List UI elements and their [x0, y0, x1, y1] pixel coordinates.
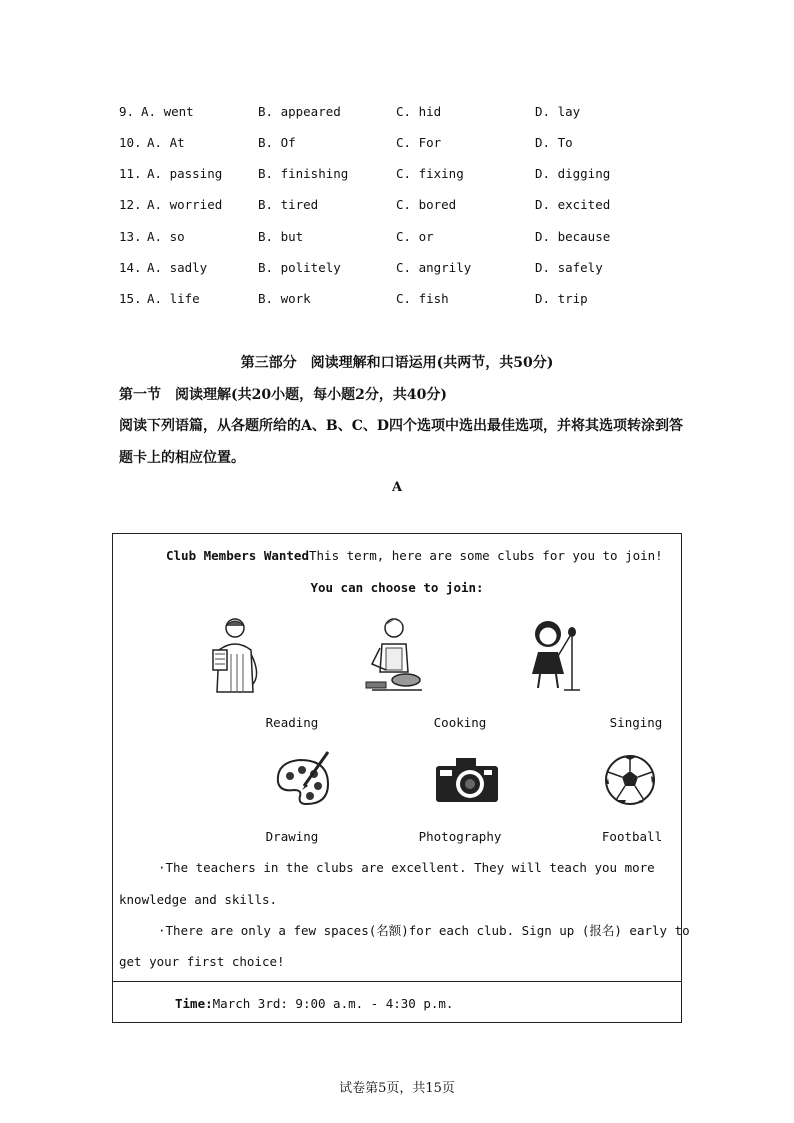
- option-b: B. but: [258, 229, 304, 244]
- notice-header-line: [166, 548, 663, 563]
- option-a: A. worried: [147, 197, 223, 212]
- notice-intro: This term, here are some clubs for you to join!: [309, 548, 663, 563]
- bullet-1-line-2: knowledge and skills.: [119, 892, 278, 907]
- question-number: 11.: [119, 166, 142, 181]
- option-d: D. trip: [535, 291, 588, 306]
- question-number: 9.: [119, 104, 135, 119]
- option-row: [0, 104, 794, 124]
- option-row: [0, 197, 794, 217]
- bullet-1-line-1: ·The teachers in the clubs are excellent. They will teach you more: [158, 860, 655, 875]
- reading-person-icon: [205, 614, 265, 694]
- club-label-singing: Singing: [609, 715, 663, 730]
- option-row: [0, 229, 794, 249]
- option-b: B. work: [258, 291, 311, 306]
- option-row: [0, 135, 794, 155]
- notice-divider: [112, 981, 682, 982]
- time-value: March 3rd: 9:00 a.m. - 4:30 p.m.: [212, 996, 454, 1011]
- club-label-cooking: Cooking: [433, 715, 487, 730]
- bullet-2-line-2: get your first choice!: [119, 954, 285, 969]
- club-label-reading: Reading: [265, 715, 319, 730]
- option-d: D. excited: [535, 197, 611, 212]
- instruction-line-1: 阅读下列语篇，从各题所给的A、B、C、D四个选项中选出最佳选项，并将其选项转涂到答: [119, 418, 683, 434]
- option-d: D. safely: [535, 260, 603, 275]
- paint-palette-icon: [270, 748, 334, 810]
- choose-heading: You can choose to join:: [310, 580, 484, 595]
- question-number: 12.: [119, 197, 142, 212]
- question-number: 13.: [119, 229, 142, 244]
- option-c: C. hid: [396, 104, 442, 119]
- option-c: C. bored: [396, 197, 457, 212]
- time-line: [175, 996, 453, 1011]
- club-notice-box: [112, 533, 682, 1023]
- option-b: B. tired: [258, 197, 319, 212]
- passage-letter: A: [391, 480, 403, 495]
- singing-girl-icon: [528, 616, 586, 694]
- option-c: C. fish: [396, 291, 449, 306]
- option-a: A. went: [141, 104, 194, 119]
- soccer-ball-icon: [604, 754, 656, 806]
- question-number: 14.: [119, 260, 142, 275]
- option-c: C. angrily: [396, 260, 472, 275]
- option-row: [0, 166, 794, 186]
- option-b: B. Of: [258, 135, 296, 150]
- question-number: 10.: [119, 135, 142, 150]
- option-a: A. so: [147, 229, 185, 244]
- option-a: A. passing: [147, 166, 223, 181]
- cooking-person-icon: [362, 614, 428, 696]
- option-a: A. sadly: [147, 260, 208, 275]
- option-b: B. finishing: [258, 166, 349, 181]
- club-label-football: Football: [601, 829, 663, 844]
- club-label-photography: Photography: [418, 829, 502, 844]
- option-a: A. life: [147, 291, 200, 306]
- instruction-line-2: 题卡上的相应位置。: [119, 450, 245, 466]
- option-row: [0, 260, 794, 280]
- option-d: D. digging: [535, 166, 611, 181]
- bullet-2-line-1: ·There are only a few spaces(名额)for each club. Sign up (报名) early to: [158, 923, 690, 938]
- option-d: D. To: [535, 135, 573, 150]
- option-row: [0, 291, 794, 311]
- option-c: C. or: [396, 229, 434, 244]
- notice-headline: Club Members Wanted: [166, 548, 309, 563]
- option-c: C. fixing: [396, 166, 464, 181]
- option-d: D. because: [535, 229, 611, 244]
- option-b: B. politely: [258, 260, 341, 275]
- option-d: D. lay: [535, 104, 581, 119]
- subsection-title: 第一节 阅读理解(共20小题，每小题2分，共40分): [119, 387, 447, 403]
- question-number: 15.: [119, 291, 142, 306]
- part-title: 第三部分 阅读理解和口语运用(共两节，共50分): [240, 355, 554, 371]
- page-footer: 试卷第5页，共15页: [339, 1081, 455, 1096]
- camera-icon: [434, 754, 500, 804]
- option-b: B. appeared: [258, 104, 341, 119]
- option-c: C. For: [396, 135, 442, 150]
- option-a: A. At: [147, 135, 185, 150]
- time-label: Time:: [175, 996, 213, 1011]
- club-label-drawing: Drawing: [265, 829, 319, 844]
